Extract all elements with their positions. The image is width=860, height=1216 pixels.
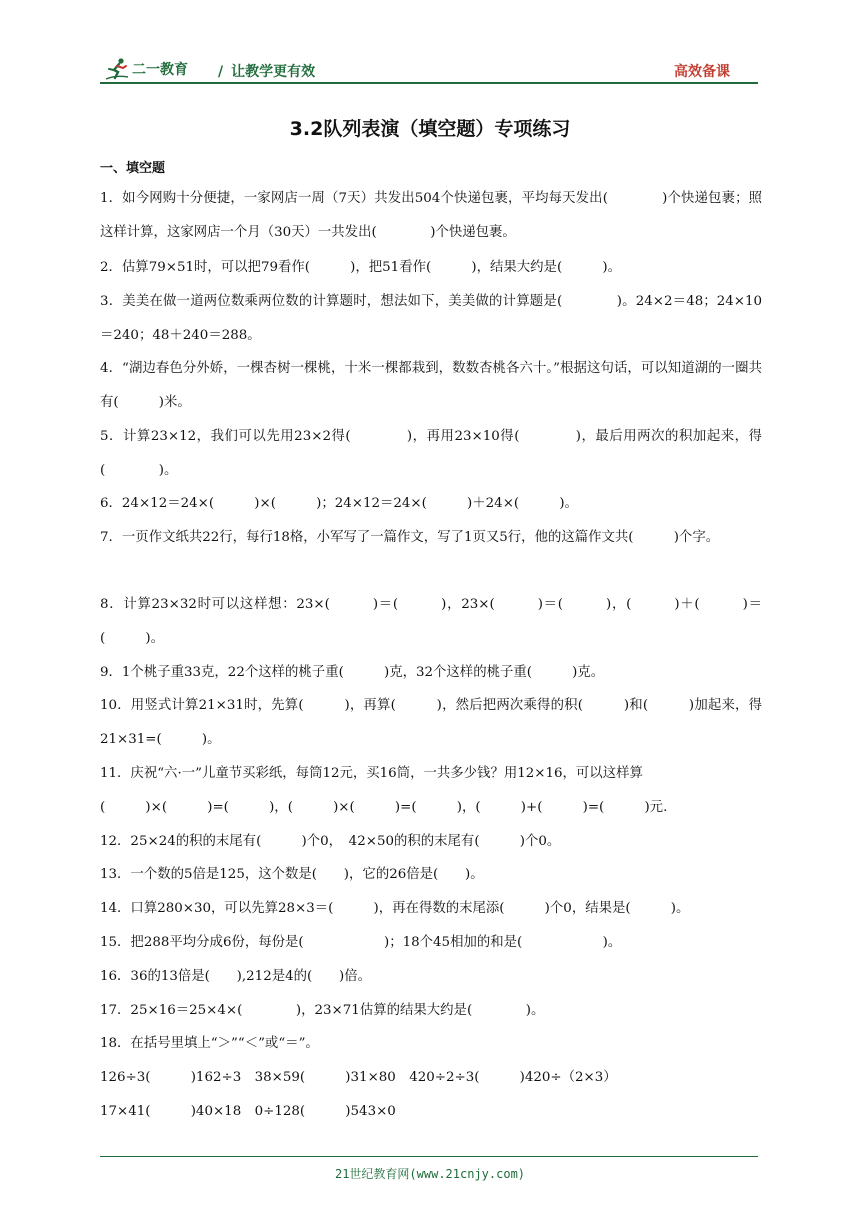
question-8: 8．计算23×32时可以这样想：23×( )＝( )，23×( )＝( )，( )＋( )＝( )。 bbox=[100, 597, 762, 646]
question-11-continued: ( )×( )=( )，( )×( )=( )，( )+( )=( )元. bbox=[100, 800, 668, 815]
section-heading: 一、填空题 bbox=[100, 161, 166, 176]
header-divider bbox=[100, 82, 758, 84]
question-6: 6．24×12＝24×( )×( )；24×12＝24×( )＋24×( )。 bbox=[100, 496, 578, 511]
footer-divider bbox=[100, 1156, 758, 1157]
slogan-slash: / bbox=[218, 64, 224, 80]
comparison-row-2: 17×41( )40×18 0÷128( )543×0 bbox=[100, 1104, 396, 1119]
runner-logo-icon bbox=[104, 57, 130, 81]
tagline: 高效备课 bbox=[674, 64, 730, 80]
question-2: 2．估算79×51时，可以把79看作( )，把51看作( )，结果大约是( )。 bbox=[100, 260, 621, 275]
question-16: 16．36的13倍是( ),212是4的( )倍。 bbox=[100, 969, 372, 984]
question-11: 11．庆祝“六·一”儿童节买彩纸，每筒12元，买16筒，一共多少钱？用12×16，可以这样算 bbox=[100, 766, 643, 781]
footer-text: 21世纪教育网(www.21cnjy.com) bbox=[334, 1167, 526, 1181]
question-13: 13．一个数的5倍是125，这个数是( )，它的26倍是( )。 bbox=[100, 867, 484, 882]
logo-text: 二一教育 bbox=[132, 62, 188, 78]
question-10: 10．用竖式计算21×31时，先算( )，再算( )，然后把两次乘得的积( )和( )加起来，得21×31=( )。 bbox=[100, 698, 762, 747]
question-4: 4．“湖边春色分外娇，一棵杏树一棵桃，十米一棵都栽到，数数杏桃各六十。”根据这句话，可以知道湖的一圈共有( )米。 bbox=[100, 361, 762, 410]
question-12: 12．25×24的积的末尾有( )个0， 42×50的积的末尾有( )个0。 bbox=[100, 834, 561, 849]
question-18: 18．在括号里填上“＞”“＜”或“＝”。 bbox=[100, 1036, 319, 1051]
question-17: 17．25×16＝25×4×( )，23×71估算的结果大约是( )。 bbox=[100, 1003, 545, 1018]
question-5: 5．计算23×12，我们可以先用23×2得( )，再用23×10得( )，最后用两次的积加起来，得( )。 bbox=[100, 429, 762, 478]
question-1: 1．如今网购十分便捷，一家网店一周（7天）共发出504个快递包裹，平均每天发出( )个快递包裹；照这样计算，这家网店一个月（30天）一共发出( )个快递包裹。 bbox=[100, 191, 762, 240]
question-9: 9．1个桃子重33克，22个这样的桃子重( )克，32个这样的桃子重( )克。 bbox=[100, 665, 605, 680]
page-title: 3.2队列表演（填空题）专项练习 bbox=[289, 118, 571, 140]
question-14: 14．口算280×30，可以先算28×3＝( )，再在得数的末尾添( )个0，结果是( )。 bbox=[100, 901, 690, 916]
logo bbox=[104, 56, 188, 82]
question-3: 3．美美在做一道两位数乘两位数的计算题时，想法如下，美美做的计算题是( )。24×2＝48；24×10＝240；48＋240＝288。 bbox=[100, 294, 762, 343]
slogan-text: 让教学更有效 bbox=[231, 64, 316, 80]
question-15: 15．把288平均分成6份，每份是( )；18个45相加的和是( )。 bbox=[100, 935, 622, 950]
page-header bbox=[100, 56, 758, 84]
question-7: 7．一页作文纸共22行，每行18格，小军写了一篇作文，写了1页又5行，他的这篇作文共( )个字。 bbox=[100, 530, 720, 545]
slogan bbox=[218, 61, 315, 81]
comparison-row-1: 126÷3( )162÷3 38×59( )31×80 420÷2÷3( )420÷（2×3） bbox=[100, 1070, 617, 1085]
